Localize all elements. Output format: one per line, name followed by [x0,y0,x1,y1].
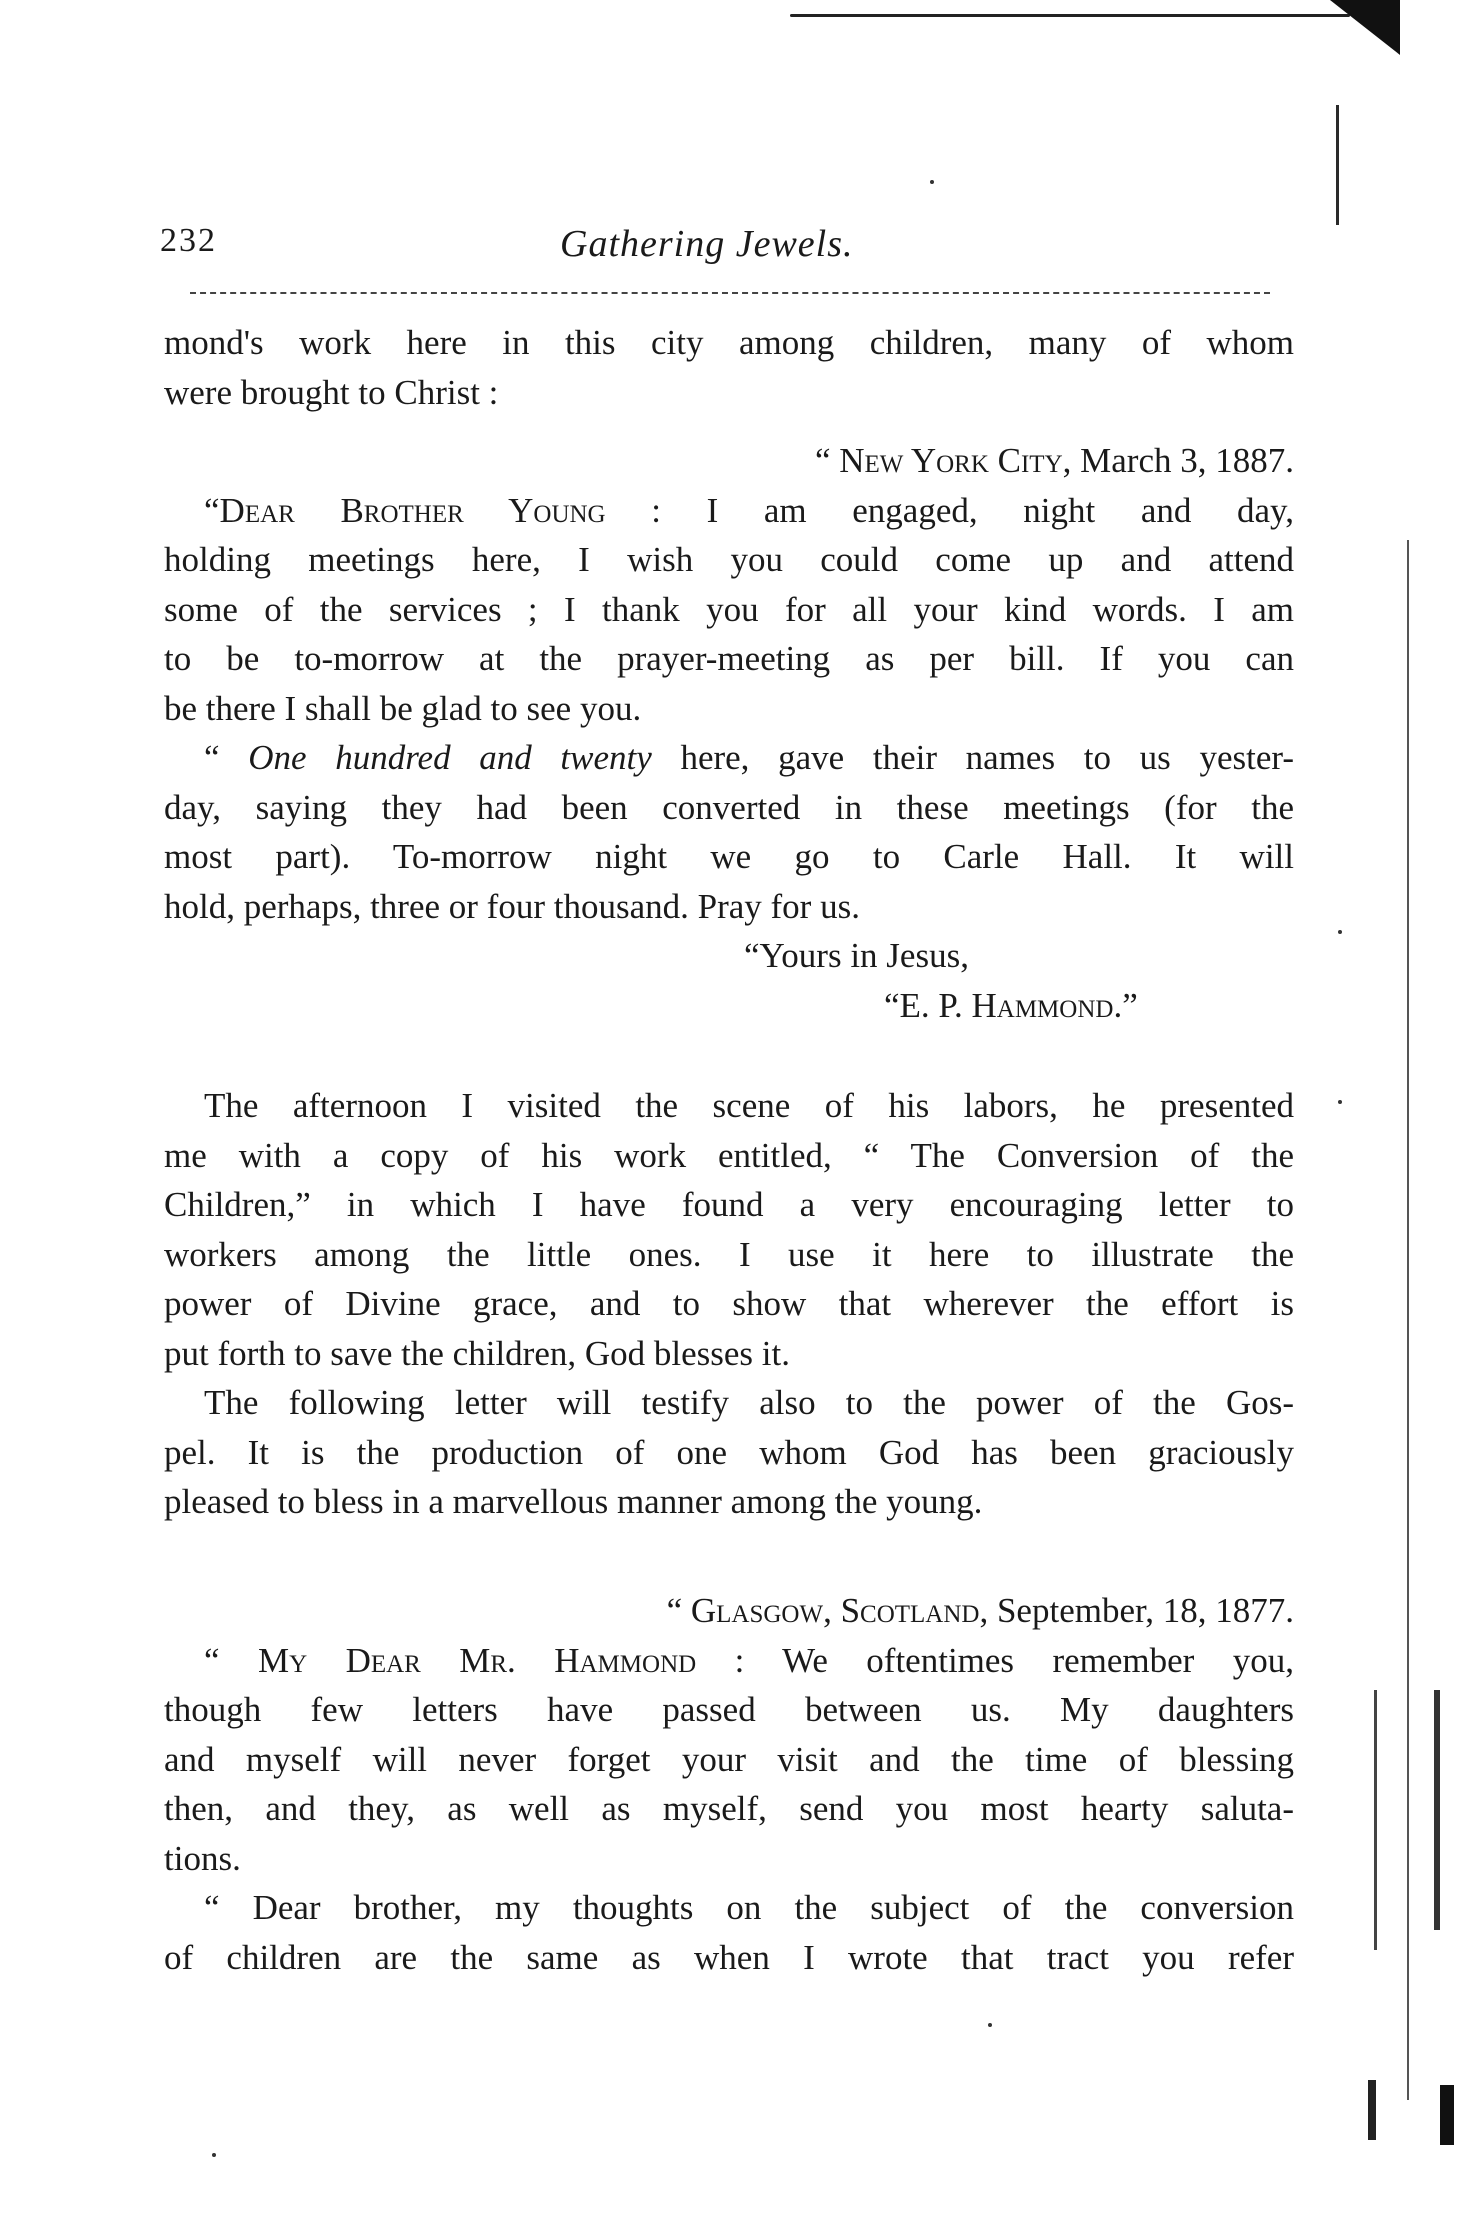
header-rule [190,292,1270,294]
text-line: though few letters have passed between us. My daughters [164,1690,1294,1729]
text-line: be there I shall be glad to see you. [164,688,642,728]
text-line: pel. It is the production of one whom God has been graciously [164,1432,1294,1472]
text-line: The following letter will testify also to the power of the Gos- [204,1383,1294,1422]
scan-speck [212,2153,216,2157]
text-line: put forth to save the children, God blesses it. [164,1333,790,1373]
letter-closing: “Yours in Jesus, [744,936,969,975]
text-line: tions. [164,1838,241,1878]
text-line: workers among the little ones. I use it here to illustrate the [164,1234,1294,1274]
text-block-narrative [164,1081,1294,1527]
text-line: mond's work here in this city among children, many of whom [164,323,1294,362]
text-line: were brought to Christ : [164,372,499,412]
letter-dateline: “ Glasgow, Scotland, September, 18, 1877. [666,1591,1294,1630]
text-line: power of Divine grace, and to show that wherever the effort is [164,1284,1294,1323]
text-line: Children,” in which I have found a very encouraging letter to [164,1185,1294,1224]
scan-artifact-edge-3 [1434,1690,1440,1930]
letter-dateline: “ New York City, March 3, 1887. [814,441,1294,480]
scan-artifact-edge-1 [1336,105,1339,225]
scan-speck [930,180,934,184]
page-number: 232 [160,222,217,259]
page-header [160,222,1300,282]
letter-salutation: My Dear Mr. Hammond : [257,1640,745,1680]
letter-hammond [164,436,1294,1030]
letter-signature: “E. P. Hammond.” [884,985,1138,1025]
text-line: to be to-morrow at the prayer-meeting as per bill. If you can [164,639,1294,678]
text-line: of children are the same as when I wrote that tract you refer [164,1937,1294,1977]
text-line: hold, perhaps, three or four thousand. Pray for us. [164,886,860,926]
text-line: holding meetings here, I wish you could come up and attend [164,540,1294,579]
text-block-continuation [164,318,1294,417]
letter-glasgow [164,1586,1294,1982]
scan-artifact-edge-5 [1368,2080,1376,2140]
scan-artifact-edge-6 [1440,2085,1454,2145]
letter-salutation-line: “ My Dear Mr. Hammond : We oftentimes remember you, [204,1640,1294,1680]
scan-speck [988,2023,992,2027]
scan-speck [1338,930,1342,934]
text-line: most part). To-morrow night we go to Carle Hall. It will [164,837,1294,876]
text-line: then, and they, as well as myself, send you most hearty saluta- [164,1789,1294,1828]
text-line: and myself will never forget your visit and the time of blessing [164,1739,1294,1779]
scan-artifact-top-wedge [1330,0,1400,55]
text-line: “ Dear brother, my thoughts on the subject of the conversion [204,1888,1294,1927]
text-line: The afternoon I visited the scene of his labors, he presented [204,1086,1294,1125]
letter-salutation: Dear Brother Young : [219,490,661,530]
letter-salutation-line: “Dear Brother Young : I am engaged, night and day, [204,490,1294,530]
text-line: pleased to bless in a marvellous manner among the young. [164,1482,983,1521]
text-line: some of the services ; I thank you for all your kind words. I am [164,589,1294,629]
running-head: Gathering Jewels. [560,223,854,265]
scan-artifact-edge-4 [1374,1690,1377,1950]
text-line: day, saying they had been converted in these meetings (for the [164,787,1294,827]
scan-artifact-edge-2 [1407,540,1409,2100]
scan-speck [1338,1100,1342,1104]
text-line: me with a copy of his work entitled, “ The Conversion of the [164,1135,1294,1175]
text-line: “ One hundred and twenty here, gave their names to us yester- [204,738,1294,777]
scan-artifact-top-line [790,14,1350,17]
